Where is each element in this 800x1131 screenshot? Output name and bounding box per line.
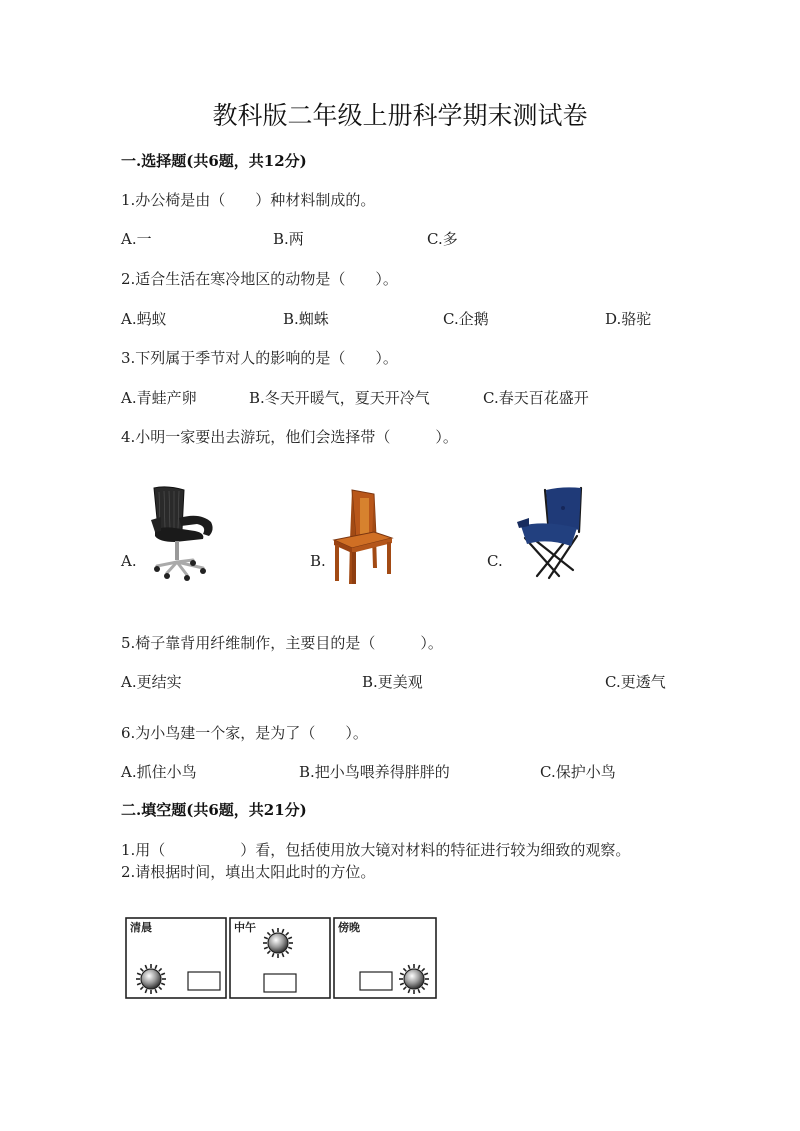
question-3: 3.下列属于季节对人的影响的是（ ）。: [121, 349, 398, 367]
q4-option-a[interactable]: A.: [121, 552, 137, 570]
q4-option-c[interactable]: C.: [487, 552, 503, 570]
question-6: 6.为小鸟建一个家，是为了（ ）。: [121, 724, 368, 742]
q5-option-b[interactable]: B.更美观: [362, 673, 423, 691]
panel-label-evening: 傍晚: [338, 921, 360, 934]
q4-option-b[interactable]: B.: [310, 552, 326, 570]
q1-option-a[interactable]: A.一: [121, 230, 152, 248]
panel-label-noon: 中午: [234, 921, 256, 934]
q6-option-c[interactable]: C.保护小鸟: [540, 763, 616, 781]
fill-question-1: 1.用（ ）看，包括使用放大镜对材料的特征进行较为细致的观察。: [121, 841, 631, 859]
question-2: 2.适合生活在寒冷地区的动物是（ ）。: [121, 270, 398, 288]
q2-option-c[interactable]: C.企鹅: [443, 310, 489, 328]
question-1: 1.办公椅是由（ ）种材料制成的。: [121, 191, 376, 209]
question-5: 5.椅子靠背用纤维制作，主要目的是（ ）。: [121, 634, 443, 652]
q1-option-c[interactable]: C.多: [427, 230, 458, 248]
q2-option-d[interactable]: D.骆驼: [605, 310, 652, 328]
q5-option-c[interactable]: C.更透气: [605, 673, 666, 691]
page-title: 教科版二年级上册科学期末测试卷: [212, 101, 588, 130]
q2-option-a[interactable]: A.蚂蚁: [121, 310, 167, 328]
folding-chair-image: [515, 486, 587, 582]
q6-option-a[interactable]: A.抓住小鸟: [121, 763, 197, 781]
question-4: 4.小明一家要出去游玩，他们会选择带（ ）。: [121, 428, 458, 446]
q3-option-c[interactable]: C.春天百花盛开: [483, 389, 589, 407]
section-2-heading: 二.填空题(共6题，共21分): [121, 801, 307, 819]
morning-sun-icon: [136, 964, 166, 994]
section-1-heading: 一.选择题(共6题，共12分): [121, 152, 307, 170]
q5-option-a[interactable]: A.更结实: [121, 673, 182, 691]
q3-option-a[interactable]: A.青蛙产卵: [121, 389, 197, 407]
q3-option-b[interactable]: B.冬天开暖气，夏天开冷气: [249, 389, 430, 407]
noon-sun-icon: [263, 928, 293, 958]
q1-option-b[interactable]: B.两: [273, 230, 304, 248]
q2-option-b[interactable]: B.蜘蛛: [283, 310, 329, 328]
sun-position-diagram: [124, 915, 440, 1001]
q6-option-b[interactable]: B.把小鸟喂养得胖胖的: [299, 763, 450, 781]
wooden-chair-image: [330, 488, 395, 586]
fill-question-2: 2.请根据时间，填出太阳此时的方位。: [121, 863, 376, 881]
office-chair-image: [145, 484, 220, 582]
evening-sun-icon: [399, 964, 429, 994]
panel-label-morning: 清晨: [130, 921, 152, 934]
